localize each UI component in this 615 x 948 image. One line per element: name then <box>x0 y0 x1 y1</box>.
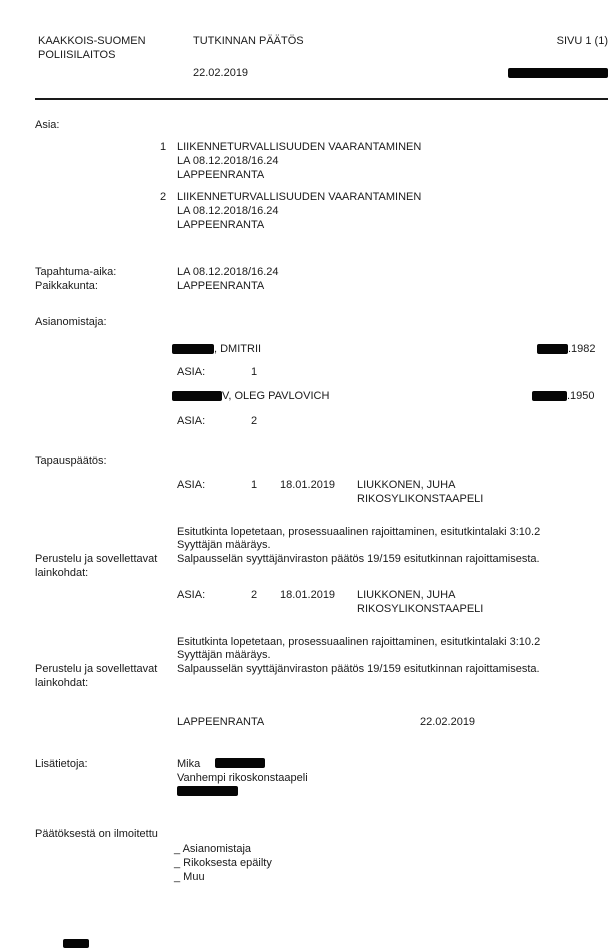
person-asia-label: ASIA: <box>177 415 206 427</box>
org-name-line2: POLIISILAITOS <box>38 49 116 61</box>
decision-officer-name: LIUKKONEN, JUHA <box>357 589 456 601</box>
person-name-visible: , DMITRII <box>214 343 262 355</box>
redaction-bar-case-number <box>508 68 608 78</box>
case-item-title: LIIKENNETURVALLISUUDEN VAARANTAMINEN <box>177 191 422 203</box>
person-birthyear-visible: .1950 <box>567 390 595 402</box>
grounds-label-line1: Perustelu ja sovellettavat <box>35 553 158 565</box>
person-birthyear-visible: .1982 <box>568 343 596 355</box>
section-label-ilmoitettu: Päätöksestä on ilmoitettu <box>35 828 158 840</box>
section-label-lisatietoja: Lisätietoja: <box>35 758 88 770</box>
notified-item-asianomistaja: _ Asianomistaja <box>174 843 252 855</box>
redaction-bar-phone <box>177 786 238 796</box>
page-number: SIVU 1 (1) <box>556 35 608 47</box>
doc-date: 22.02.2019 <box>193 67 249 79</box>
redaction-bar-birthdate <box>532 391 567 401</box>
case-item-time: LA 08.12.2018/16.24 <box>177 155 279 167</box>
decision-text-line2: Syyttäjän määräys. <box>177 649 271 661</box>
decision-text-line1: Esitutkinta lopetetaan, prosessuaalinen rajoittaminen, esitutkintalaki 3:10.2 <box>177 526 541 538</box>
signature-date: 22.02.2019 <box>420 716 476 728</box>
decision-text-line2: Syyttäjän määräys. <box>177 539 271 551</box>
case-item-number: 1 <box>160 141 167 153</box>
case-item-place: LAPPEENRANTA <box>177 169 265 181</box>
decision-officer-name: LIUKKONEN, JUHA <box>357 479 456 491</box>
case-item-title: LIIKENNETURVALLISUUDEN VAARANTAMINEN <box>177 141 422 153</box>
decision-text-line1: Esitutkinta lopetetaan, prosessuaalinen rajoittaminen, esitutkintalaki 3:10.2 <box>177 636 541 648</box>
grounds-label-line2: lainkohdat: <box>35 567 89 579</box>
decision-asia-label: ASIA: <box>177 479 206 491</box>
doc-type-title: TUTKINNAN PÄÄTÖS <box>193 35 304 47</box>
notified-item-muu: _ Muu <box>174 871 205 883</box>
event-time-label: Tapahtuma-aika: <box>35 266 117 278</box>
event-time-value: LA 08.12.2018/16.24 <box>177 266 279 278</box>
org-name-line1: KAAKKOIS-SUOMEN <box>38 35 146 47</box>
event-place-label: Paikkakunta: <box>35 280 98 292</box>
person-asia-value: 2 <box>251 415 258 427</box>
decision-date: 18.01.2019 <box>280 479 336 491</box>
header-divider <box>35 98 608 100</box>
grounds-label-line2: lainkohdat: <box>35 677 89 689</box>
event-place-value: LAPPEENRANTA <box>177 280 265 292</box>
redaction-bar-person-name <box>172 391 222 401</box>
contact-title: Vanhempi rikoskonstaapeli <box>177 772 308 784</box>
section-label-tapauspaatos: Tapauspäätös: <box>35 455 107 467</box>
redaction-bar-person-name <box>172 344 214 354</box>
grounds-text: Salpausselän syyttäjänviraston päätös 19/159 esitutkinnan rajoittamisesta. <box>177 663 540 675</box>
person-asia-value: 1 <box>251 366 258 378</box>
redaction-bar-footer <box>63 939 89 948</box>
redaction-bar-birthdate <box>537 344 568 354</box>
person-name-visible: V, OLEG PAVLOVICH <box>222 390 330 402</box>
section-label-asia: Asia: <box>35 119 60 131</box>
case-item-time: LA 08.12.2018/16.24 <box>177 205 279 217</box>
signature-place: LAPPEENRANTA <box>177 716 265 728</box>
section-label-asianomistaja: Asianomistaja: <box>35 316 107 328</box>
grounds-label-line1: Perustelu ja sovellettavat <box>35 663 158 675</box>
decision-officer-title: RIKOSYLIKONSTAAPELI <box>357 603 484 615</box>
contact-first-name: Mika <box>177 758 201 770</box>
decision-asia-label: ASIA: <box>177 589 206 601</box>
grounds-text: Salpausselän syyttäjänviraston päätös 19/159 esitutkinnan rajoittamisesta. <box>177 553 540 565</box>
decision-asia-value: 1 <box>251 479 258 491</box>
decision-asia-value: 2 <box>251 589 258 601</box>
case-item-place: LAPPEENRANTA <box>177 219 265 231</box>
case-item-number: 2 <box>160 191 167 203</box>
redaction-bar-surname <box>215 758 265 768</box>
decision-date: 18.01.2019 <box>280 589 336 601</box>
notified-item-rikoksesta-epailty: _ Rikoksesta epäilty <box>174 857 272 869</box>
decision-officer-title: RIKOSYLIKONSTAAPELI <box>357 493 484 505</box>
person-asia-label: ASIA: <box>177 366 206 378</box>
